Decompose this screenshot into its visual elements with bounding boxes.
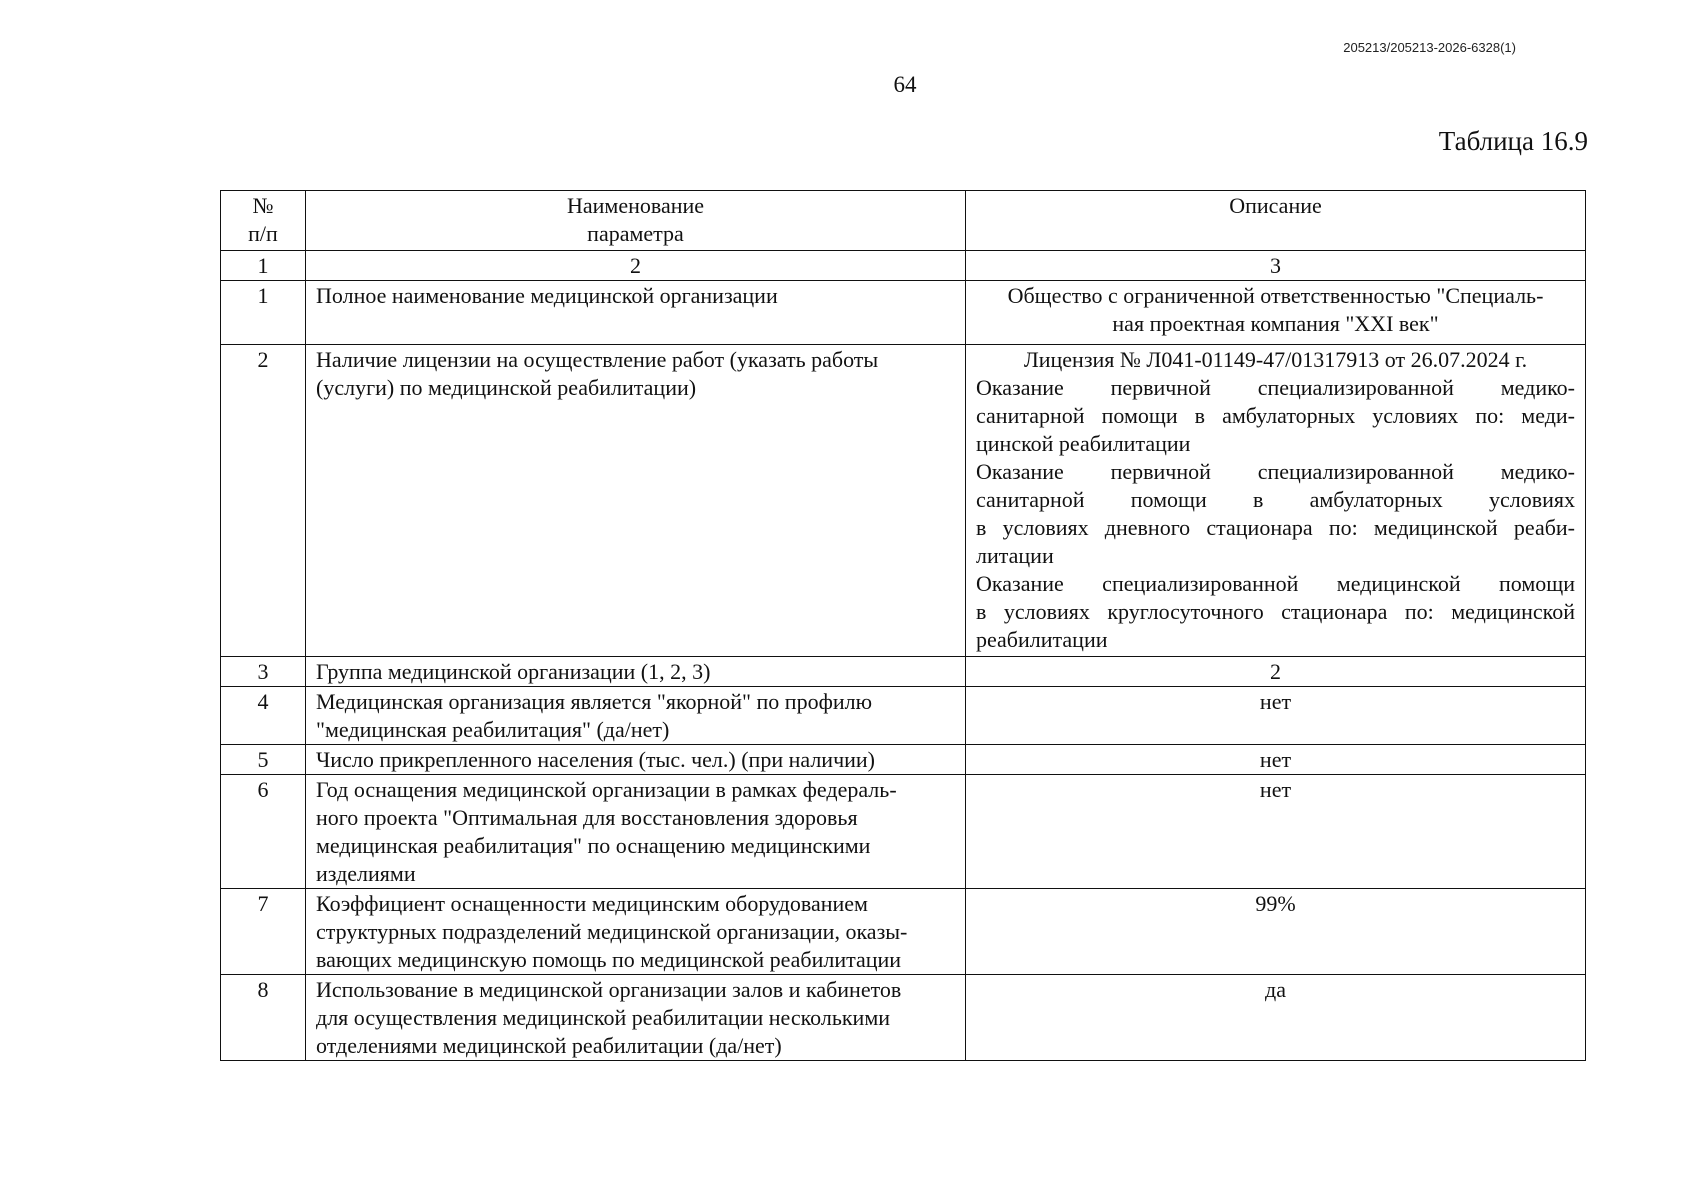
row-parameter: Наличие лицензии на осуществление работ (указать работы (услуги) по медицинской реабилитации) [306,345,966,657]
row-number: 5 [221,745,306,775]
row-parameter: Год оснащения медицинской организации в рамках федераль- ного проекта "Оптимальная для восстановления здоровья медицинская реабилитация" по оснащению медицинскими изделиями [306,775,966,889]
table-row [221,889,1586,975]
row-description: нет [966,687,1586,745]
row-parameter: Коэффициент оснащенности медицинским оборудованием структурных подразделений медицинской организации, оказы- вающих медицинскую помощь по медицинской реабилитации [306,889,966,975]
row-number: 8 [221,975,306,1061]
column-number-row [221,251,1586,281]
column-number: 2 [306,251,966,281]
row-parameter: Медицинская организация является "якорной" по профилю "медицинская реабилитация" (да/нет) [306,687,966,745]
column-number: 3 [966,251,1586,281]
license-text-line: Оказание специализированной медицинской помощи [976,571,1575,596]
table-row [221,657,1586,687]
license-text-line: санитарной помощи в амбулаторных условиях [976,487,1575,512]
row-number: 2 [221,345,306,657]
row-parameter: Группа медицинской организации (1, 2, 3) [306,657,966,687]
license-text-line: Оказание первичной специализированной медико- [976,459,1575,484]
page-number: 64 [893,72,917,97]
license-text-line: реабилитации [976,627,1108,652]
license-text-line: цинской реабилитации [976,431,1191,456]
row-description: Общество с ограниченной ответственностью "Специаль- ная проектная компания "XXI век" [966,281,1586,345]
table-caption: Таблица 16.9 [1438,126,1588,156]
document-code: 205213/205213-2026-6328(1) [1343,40,1516,55]
row-parameter: Полное наименование медицинской организации [306,281,966,345]
row-parameter: Использование в медицинской организации залов и кабинетов для осуществления медицинской реабилитации несколькими отделениями медицинской реабилитации (да/нет) [306,975,966,1061]
license-text-line: Оказание первичной специализированной медико- [976,375,1575,400]
license-text-line: в условиях круглосуточного стационара по: медицинской [976,599,1575,624]
row-number: 1 [221,281,306,345]
table-row [221,775,1586,889]
header-description: Описание [966,191,1586,251]
row-description: да [966,975,1586,1061]
header-parameter: Наименование параметра [306,191,966,251]
license-text-line: литации [976,543,1054,568]
table-row [221,975,1586,1061]
license-number: Лицензия № Л041-01149-47/01317913 от 26.07.2024 г. [1023,347,1528,372]
table-row [221,345,1586,657]
row-number: 6 [221,775,306,889]
header-number: № п/п [221,191,306,251]
license-text-line: в условиях дневного стационара по: медицинской реаби- [976,515,1575,540]
parameters-table [220,190,1586,1061]
table-row [221,745,1586,775]
row-description: нет [966,775,1586,889]
row-parameter: Число прикрепленного населения (тыс. чел.) (при наличии) [306,745,966,775]
table-row [221,687,1586,745]
row-description: 99% [966,889,1586,975]
row-number: 4 [221,687,306,745]
row-description: нет [966,745,1586,775]
row-description: 2 [966,657,1586,687]
row-number: 7 [221,889,306,975]
table-header-row [221,191,1586,251]
license-text-line: санитарной помощи в амбулаторных условиях по: меди- [976,403,1575,428]
row-description [966,345,1586,657]
table-row [221,281,1586,345]
row-number: 3 [221,657,306,687]
column-number: 1 [221,251,306,281]
